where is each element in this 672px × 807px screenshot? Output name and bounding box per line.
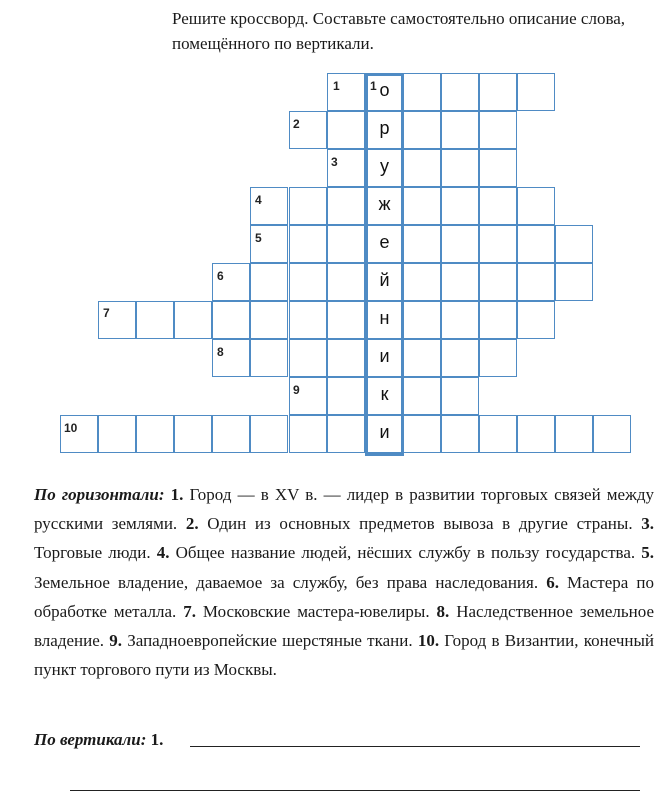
vertical-letter: ж <box>378 194 391 214</box>
clue-number: 5. <box>641 543 655 563</box>
crossword-cell[interactable] <box>250 301 288 339</box>
crossword-cell[interactable] <box>441 225 479 263</box>
crossword-cell[interactable] <box>403 377 441 415</box>
crossword-cell[interactable] <box>403 415 441 453</box>
crossword-cell[interactable] <box>517 73 555 111</box>
vertical-letter: у <box>380 156 389 176</box>
crossword-cell[interactable] <box>327 301 365 339</box>
vertical-letter: к <box>380 384 389 404</box>
crossword-cell[interactable] <box>403 301 441 339</box>
crossword-cell[interactable] <box>289 225 327 263</box>
crossword-cell[interactable] <box>593 415 631 453</box>
crossword-cell[interactable] <box>441 301 479 339</box>
cell-number-5: 5 <box>255 231 262 245</box>
cell-number-4: 4 <box>255 193 262 207</box>
crossword-cell[interactable] <box>403 187 441 225</box>
crossword-cell[interactable] <box>403 225 441 263</box>
vertical-clue <box>34 728 654 752</box>
crossword-cell[interactable] <box>174 415 212 453</box>
vertical-letter: и <box>379 346 390 366</box>
crossword-cell[interactable] <box>441 111 479 149</box>
crossword-cell[interactable] <box>479 225 517 263</box>
cell-number-10: 10 <box>64 421 78 435</box>
clue-number: 3. <box>641 514 654 534</box>
crossword-cell[interactable] <box>517 187 555 225</box>
cell-number-8: 8 <box>217 345 224 359</box>
clue-text: Торговые люди. <box>34 543 157 563</box>
crossword-cell[interactable] <box>441 263 479 301</box>
crossword-cell[interactable] <box>479 111 517 149</box>
crossword-cell[interactable] <box>479 301 517 339</box>
crossword-cell[interactable] <box>327 415 365 453</box>
crossword-cell[interactable] <box>479 73 517 111</box>
crossword-cell[interactable] <box>555 263 593 301</box>
clue-text: Город в Византии, конечный пункт торгового пути из Москвы. <box>34 631 654 680</box>
cell-number-9: 9 <box>293 383 300 397</box>
clue-number: 9. <box>109 631 122 651</box>
clue-text: Московские мастера-ювелиры. <box>195 601 437 621</box>
crossword-cell[interactable] <box>403 339 441 377</box>
crossword-cell[interactable] <box>289 263 327 301</box>
vertical-clues-label: По вертикали: <box>34 730 147 749</box>
clue-number: 1. <box>170 485 184 504</box>
vertical-clue-number: 1. <box>150 730 164 749</box>
crossword-cell[interactable] <box>250 415 288 453</box>
vertical-letter: н <box>379 308 390 328</box>
crossword-cell[interactable] <box>517 263 555 301</box>
crossword-cell[interactable] <box>555 415 593 453</box>
cell-number-7: 7 <box>103 306 110 320</box>
crossword-cell[interactable] <box>441 339 479 377</box>
task-title: Решите кроссворд. Составьте самостоятельно описание слова, помещённого по вертикали. <box>172 9 626 53</box>
crossword-cell[interactable] <box>98 415 136 453</box>
crossword-cell[interactable] <box>327 377 365 415</box>
crossword-cell[interactable] <box>327 225 365 263</box>
vertical-letter: и <box>379 422 390 442</box>
crossword-cell[interactable] <box>212 415 250 453</box>
crossword-cell[interactable] <box>441 415 479 453</box>
cell-number-2: 2 <box>293 117 300 131</box>
crossword-cell[interactable] <box>289 339 327 377</box>
crossword-cell[interactable] <box>517 301 555 339</box>
crossword-cell[interactable] <box>289 301 327 339</box>
crossword-cell[interactable] <box>517 225 555 263</box>
crossword-cell[interactable] <box>289 187 327 225</box>
crossword-cell[interactable] <box>250 339 288 377</box>
clue-text: Мастера по обработке металла. <box>34 572 654 621</box>
crossword-cell[interactable] <box>174 301 212 339</box>
clue-number: 2. <box>185 514 199 534</box>
clue-text: Общее название людей, нёсших службу в пользу государства. <box>169 543 642 563</box>
clue-number: 6. <box>546 572 559 592</box>
crossword-cell[interactable] <box>441 377 479 415</box>
clue-number: 8. <box>436 601 450 621</box>
crossword-cell[interactable] <box>479 149 517 187</box>
crossword-cell[interactable] <box>479 339 517 377</box>
crossword-cell[interactable] <box>136 415 174 453</box>
crossword-cell[interactable] <box>441 187 479 225</box>
clue-text: Город — в XV в. — лидер в развитии торговых связей между русскими землями. <box>34 485 654 534</box>
cell-number-3: 3 <box>331 155 338 169</box>
cell-number-1-vertical: 1 <box>370 79 377 93</box>
crossword-cell[interactable] <box>479 187 517 225</box>
clue-number: 4. <box>156 543 170 563</box>
crossword-cell[interactable] <box>555 225 593 263</box>
vertical-letter: р <box>379 118 390 138</box>
crossword-cell[interactable] <box>212 301 250 339</box>
crossword-cell[interactable] <box>403 263 441 301</box>
crossword-cell[interactable] <box>441 73 479 111</box>
crossword-cell[interactable] <box>327 263 365 301</box>
clue-text: Земельное владение, даваемое за службу, без права наследования. <box>34 572 547 592</box>
crossword-cell[interactable] <box>403 111 441 149</box>
cell-number-1-horizontal: 1 <box>333 79 340 93</box>
crossword-cell[interactable] <box>517 415 555 453</box>
crossword-cell[interactable] <box>289 415 327 453</box>
crossword-cell[interactable] <box>327 187 365 225</box>
clue-text: Наследственное земельное владение. <box>34 601 655 651</box>
horizontal-clues-label: По горизонтали: <box>34 485 165 504</box>
vertical-letter: й <box>379 270 390 290</box>
crossword-cell[interactable] <box>327 111 365 149</box>
clue-text: Один из основных предметов вывоза в другие страны. <box>198 514 642 534</box>
answer-line[interactable] <box>70 790 640 791</box>
crossword-cell[interactable] <box>403 73 441 111</box>
crossword-cell[interactable] <box>136 301 174 339</box>
crossword-cell[interactable] <box>403 149 441 187</box>
clue-number: 10. <box>417 631 440 651</box>
crossword-cell[interactable] <box>479 263 517 301</box>
answer-line[interactable] <box>190 746 640 747</box>
clue-number: 7. <box>183 601 196 621</box>
crossword-cell[interactable] <box>441 149 479 187</box>
crossword-cell[interactable] <box>327 339 365 377</box>
vertical-letter: е <box>379 232 390 252</box>
horizontal-clues <box>34 480 654 684</box>
crossword-cell[interactable] <box>479 415 517 453</box>
vertical-letter: о <box>379 80 390 100</box>
crossword-cell[interactable] <box>250 263 288 301</box>
cell-number-6: 6 <box>217 269 224 283</box>
clue-text: Западноевропейские шерстяные ткани. <box>122 631 418 651</box>
